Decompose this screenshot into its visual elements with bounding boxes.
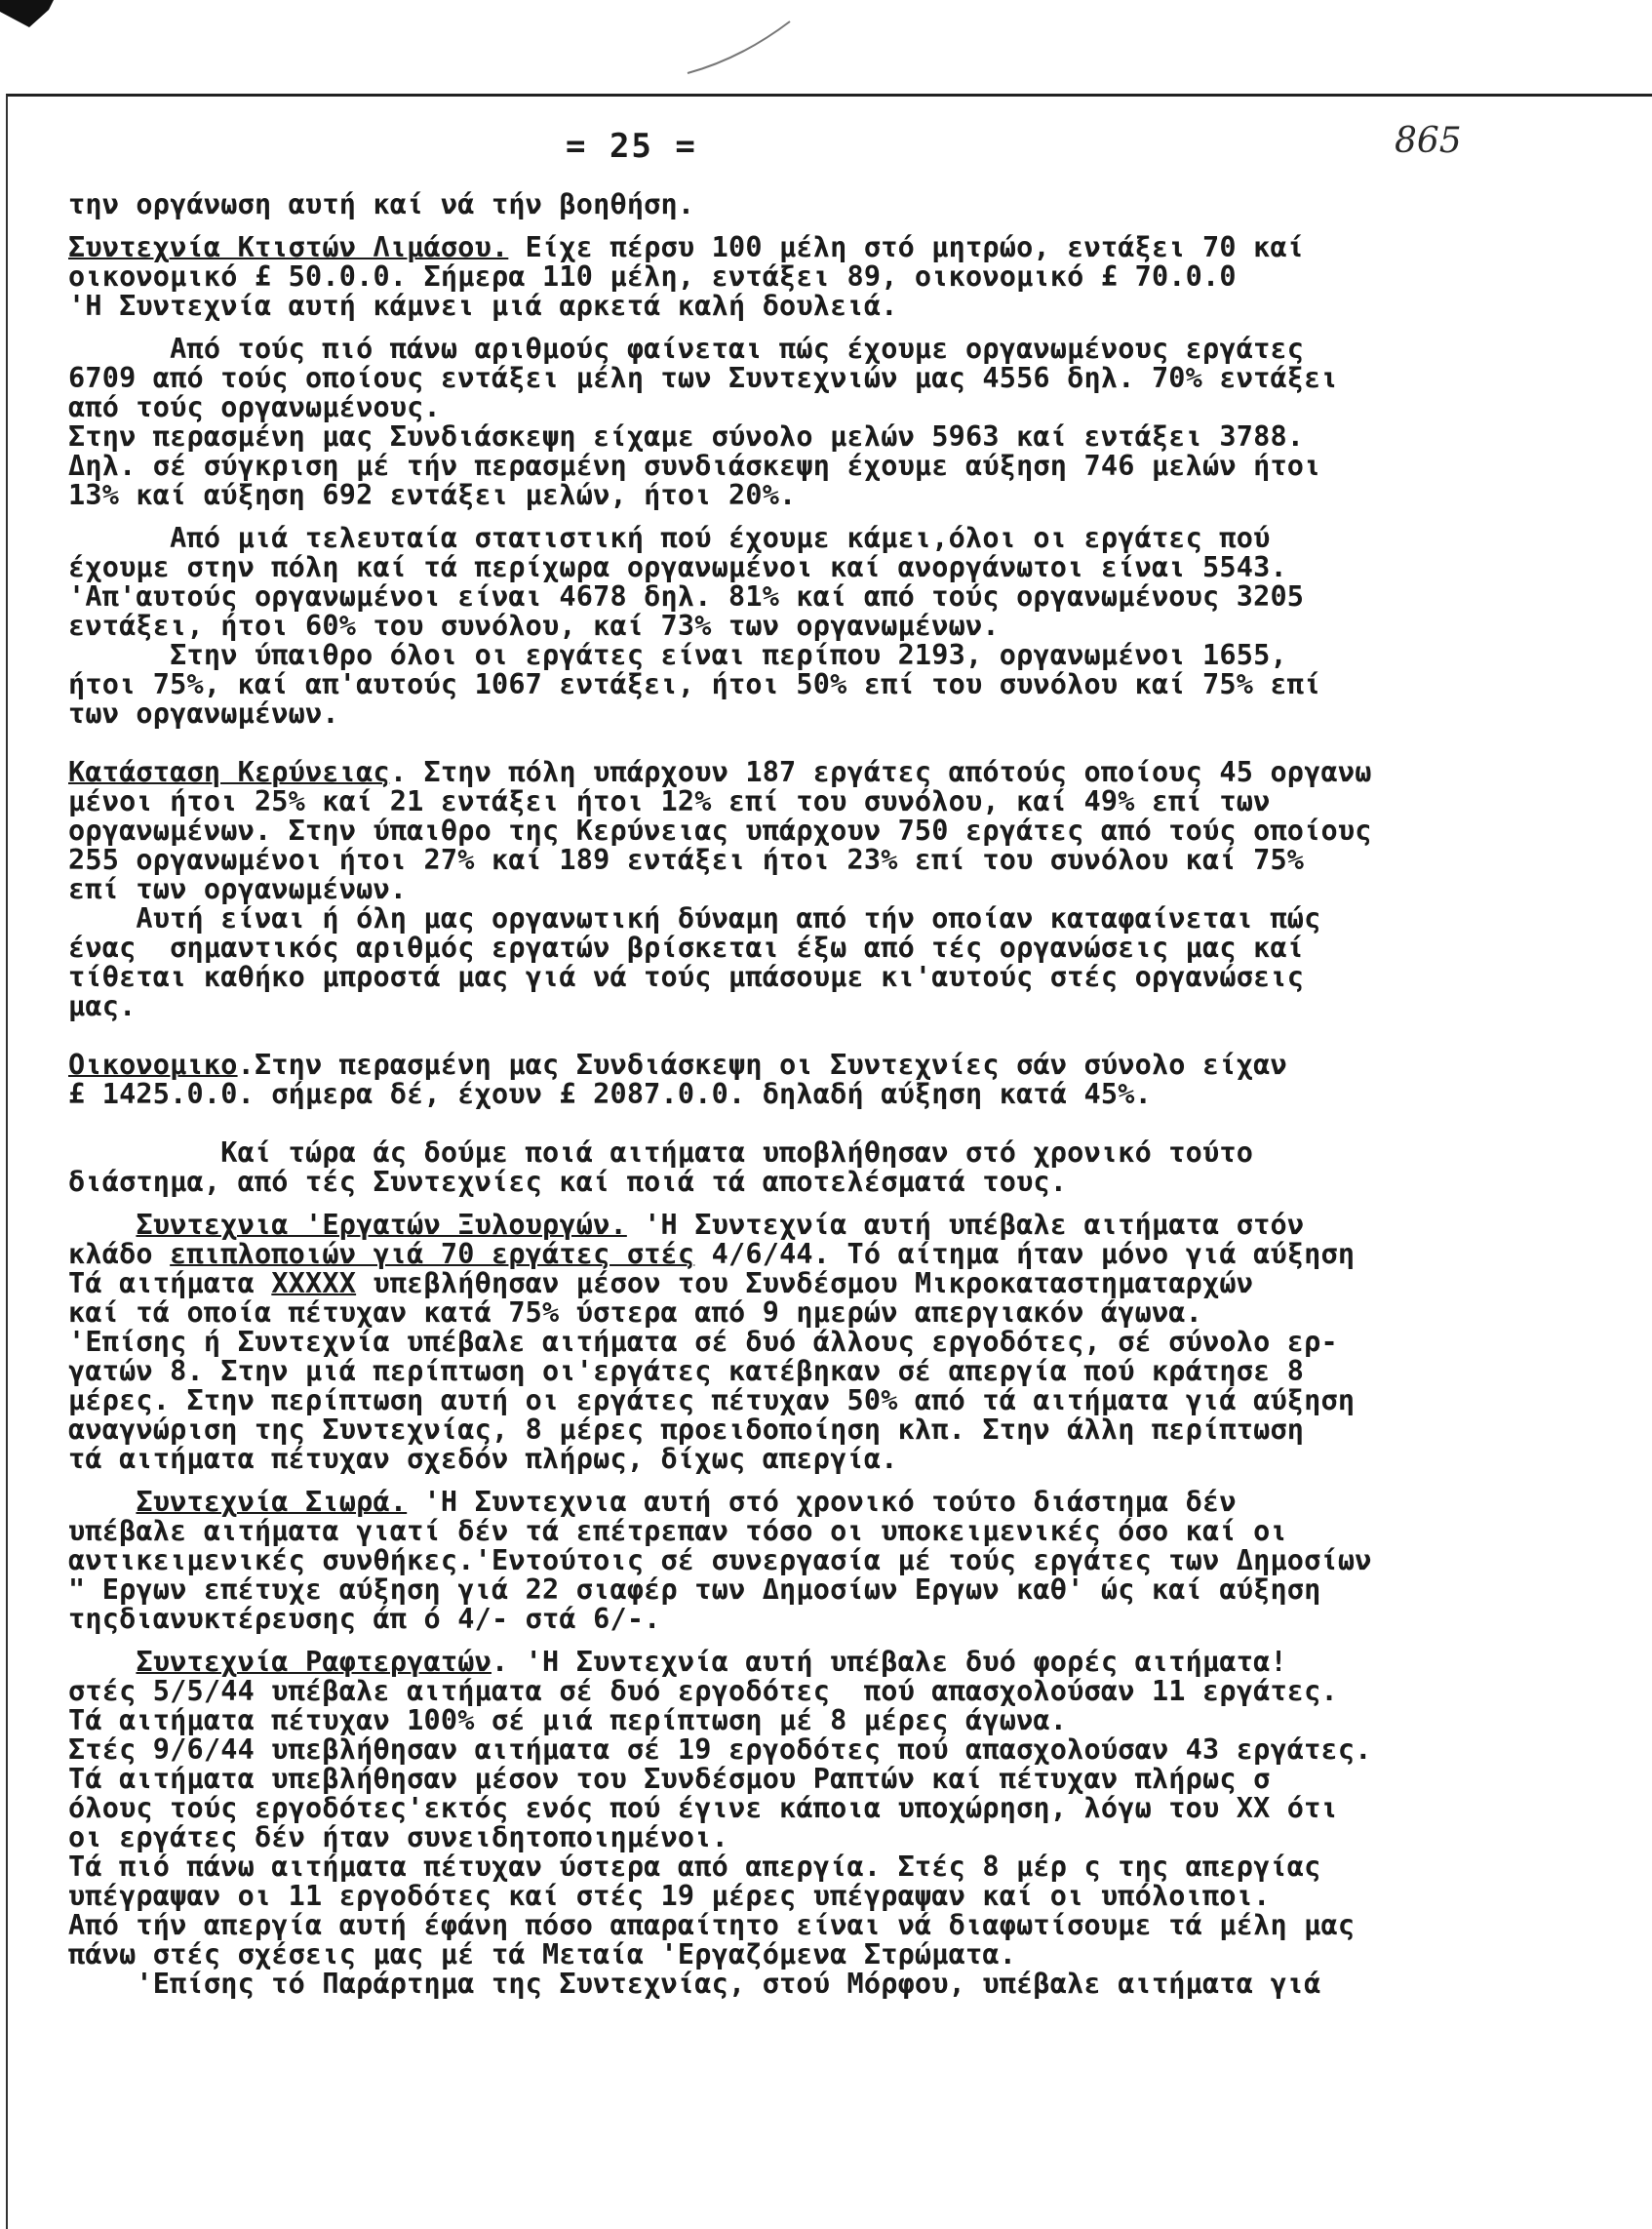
text-line [68,963,1609,992]
text-line [68,1517,1609,1546]
text-segment: 255 οργανωμένοι ήτοι 27% καί 189 εντάξει ήτοι 23% επί του συνόλου καί 75% [68,846,1305,875]
text-segment: ένας σημαντικός αριθμός εργατών βρίσκεται έξω από τές οργανώσεις μας καί [68,934,1305,963]
section-heading: Συντεχνία Κτιστών Λιμάσου. [68,233,509,262]
text-segment: 'Επίσης τό Παράρτημα της Συντεχνίας, στού Μόρφου, υπέβαλε αιτήματα γιά [68,1970,1321,1999]
text-segment: .Στην περασμένη μας Συνδιάσκεψη οι Συντεχνίες σάν σύνολο είχαν [237,1051,1287,1080]
text-line [68,670,1609,699]
text-line [68,262,1609,292]
text-line [68,1269,1609,1298]
handwritten-page-number: 865 [1395,121,1462,161]
text-line [68,1735,1609,1765]
text-line [68,422,1609,452]
text-line [68,1546,1609,1575]
text-line [68,1677,1609,1706]
text-line [68,875,1609,904]
text-line [68,190,1609,219]
paragraph-gap [68,1474,1609,1488]
text-segment: 4/6/44. Τό αίτημα ήταν μόνο γιά αύξηση [694,1240,1356,1269]
page-number: = 25 = [566,127,697,166]
text-segment: υπεβλήθησαν μέσον του Συνδέσμου Μικροκαταστηματαρχών [356,1269,1254,1298]
text-segment: 'Η Συντεχνία αυτή υπέβαλε αιτήματα στόν [626,1211,1305,1240]
text-line [68,1852,1609,1882]
pen-scribble [683,20,800,82]
text-line [68,699,1609,729]
text-line [68,1240,1609,1269]
text-line [68,1080,1609,1109]
text-line [68,816,1609,846]
text-segment: οργανωμένων. Στην ύπαιθρο της Κερύνειας υπάρχουν 750 εργάτες από τούς οποίους [68,816,1372,846]
text-segment: την οργάνωση αυτή καί νά τήν βοηθήση. [68,190,695,219]
text-segment: έχουμε στην πόλη καί τά περίχωρα οργανωμένοι καί ανοργάνωτοι είναι 5543. [68,553,1287,582]
section-heading: Οικονομικο [68,1051,238,1080]
section-heading: ΧΧΧΧΧ [271,1269,357,1298]
text-line [68,335,1609,364]
text-line [68,364,1609,393]
text-line [68,1298,1609,1328]
text-line [68,1415,1609,1445]
text-line [68,1765,1609,1794]
text-segment: 'Η Συντεχνια αυτή στό χρονικό τούτο διάστημα δέν [407,1488,1237,1517]
text-segment: επί των οργανωμένων. [68,875,408,904]
text-segment: διάστημα, από τές Συντεχνίες καί ποιά τά αποτελέσματά τους. [68,1168,1068,1197]
text-line [68,846,1609,875]
paragraph-gap [68,219,1609,233]
text-line [68,1488,1609,1517]
text-segment: γατών 8. Στην μιά περίπτωση οι'εργάτες κατέβηκαν σέ απεργία πού κράτησε 8 [68,1357,1305,1386]
text-line [68,992,1609,1021]
text-segment: Τά αιτήματα [68,1269,272,1298]
paragraph-gap [68,510,1609,524]
text-segment: Τά αιτήματα υπεβλήθησαν μέσον του Συνδέσμου Ραπτών καί πέτυχαν πλήρως σ [68,1765,1271,1794]
text-segment: μας. [68,992,137,1021]
text-line [68,1648,1609,1677]
text-segment: τίθεται καθήκο μπροστά μας γιά νά τούς μπάσουμε κι'αυτούς στές οργανώσεις [68,963,1305,992]
paragraph-gap [68,1109,1609,1138]
text-segment [68,1488,136,1517]
text-segment: 6709 από τούς οποίους εντάξει μέλη των Συντεχνιών μας 4556 δηλ. 70% εντάξει [68,364,1338,393]
text-segment: Αυτή είναι ή όλη μας οργανωτική δύναμη από τήν οποίαν καταφαίνεται πώς [68,904,1321,934]
paragraph-gap [68,1197,1609,1211]
text-segment: ήτοι 75%, καί απ'αυτούς 1067 εντάξει, ήτοι 50% επί του συνόλου καί 75% επί [68,670,1321,699]
text-line [68,233,1609,262]
text-line [68,1328,1609,1357]
text-line [68,292,1609,321]
text-line [68,1445,1609,1474]
text-segment: υπέγραψαν οι 11 εργοδότες καί στές 19 μέρες υπέγραψαν καί οι υπόλοιποι. [68,1882,1271,1911]
section-heading: Συντεχνία Ραφτεργατών [136,1648,492,1677]
text-segment: από τούς οργανωμένους. [68,393,441,422]
section-heading: Συντεχνία Σιωρά. [136,1488,408,1517]
text-line [68,612,1609,641]
text-line [68,553,1609,582]
text-line [68,1706,1609,1735]
text-segment: εντάξει, ήτοι 60% του συνόλου, καί 73% των οργανωμένων. [68,612,1000,641]
text-line [68,393,1609,422]
text-line [68,1051,1609,1080]
text-line [68,1575,1609,1605]
text-segment: υπέβαλε αιτήματα γιατί δέν τά επέτρεπαν τόσο οι υποκειμενικές όσο καί οι [68,1517,1287,1546]
text-line [68,481,1609,510]
text-line [68,1605,1609,1634]
text-segment: μέρες. Στην περίπτωση αυτή οι εργάτες πέτυχαν 50% από τά αιτήματα γιά αύξηση [68,1386,1356,1415]
text-segment: 'Η Συντεχνία αυτή κάμνει μιά αρκετά καλή δουλειά. [68,292,898,321]
section-heading: Συντεχνια 'Εργατών Ξυλουργών. [136,1211,627,1240]
text-segment: καί τά οποία πέτυχαν κατά 75% ύστερα από 9 ημερών απεργιακόν άγωνα. [68,1298,1203,1328]
text-segment: Από τούς πιό πάνω αριθμούς φαίνεται πώς έχουμε οργανωμένους εργάτες [68,335,1305,364]
text-segment: οι εργάτες δέν ήταν συνειδητοποιημένοι. [68,1823,728,1852]
paragraph-gap [68,729,1609,758]
text-segment: Είχε πέρσυ 100 μέλη στό μητρώο, εντάξει 70 καί [508,233,1305,262]
paragraph-gap [68,1021,1609,1051]
text-segment [68,1648,136,1677]
paragraph-gap [68,321,1609,335]
text-segment: αναγνώριση της Συντεχνίας, 8 μέρες προειδοποίηση κλπ. Στην άλλη περίπτωση [68,1415,1305,1445]
text-line [68,787,1609,816]
text-line [68,1970,1609,1999]
text-segment: στές 5/5/44 υπέβαλε αιτήματα σέ δυό εργοδότες πού απασχολούσαν 11 εργάτες. [68,1677,1338,1706]
page-header [0,121,1652,166]
text-segment: οικονομικό £ 50.0.0. Σήμερα 110 μέλη, εντάξει 89, οικονομικό £ 70.0.0 [68,262,1237,292]
text-segment: 13% καί αύξηση 692 εντάξει μελών, ήτοι 20%. [68,481,797,510]
scan-corner-mark [0,0,59,29]
text-segment: Στές 9/6/44 υπεβλήθησαν αιτήματα σέ 19 εργοδότες πού απασχολούσαν 43 εργάτες. [68,1735,1372,1765]
text-line [68,1823,1609,1852]
text-line [68,1882,1609,1911]
text-segment: κλάδο [68,1240,171,1269]
text-line [68,1386,1609,1415]
text-line [68,641,1609,670]
section-heading: επιπλοποιών γιά 70 εργάτες στές [170,1240,695,1269]
text-line [68,758,1609,787]
text-segment: £ 1425.0.0. σήμερα δέ, έχουν £ 2087.0.0. δηλαδή αύξηση κατά 45%. [68,1080,1152,1109]
text-segment: μένοι ήτοι 25% καί 21 εντάξει ήτοι 12% επί του συνόλου, καί 49% επί των [68,787,1271,816]
text-line [68,904,1609,934]
text-segment: αντικειμενικές συνθήκες.'Εντούτοις σέ συνεργασία μέ τούς εργάτες των Δημοσίων [68,1546,1372,1575]
text-segment: Στην ύπαιθρο όλοι οι εργάτες είναι περίπου 2193, οργανωμένοι 1655, [68,641,1287,670]
text-line [68,1211,1609,1240]
text-line [68,582,1609,612]
text-line [68,1911,1609,1940]
text-segment: όλους τούς εργοδότες'εκτός ενός πού έγινε κάποια υποχώρηση, λόγω του ΧΧ ότι [68,1794,1338,1823]
text-line [68,1794,1609,1823]
text-segment: Τά αιτήματα πέτυχαν 100% σέ μιά περίπτωση μέ 8 μέρες άγωνα. [68,1706,1068,1735]
text-line [68,524,1609,553]
text-segment: Δηλ. σέ σύγκριση μέ τήν περασμένη συνδιάσκεψη έχουμε αύξηση 746 μελών ήτοι [68,452,1321,481]
text-segment: Από μιά τελευταία στατιστική πού έχουμε κάμει,όλοι οι εργάτες πού [68,524,1271,553]
text-segment: Τά πιό πάνω αιτήματα πέτυχαν ύστερα από απεργία. Στές 8 μέρ ς της απεργίας [68,1852,1321,1882]
text-segment: Στην περασμένη μας Συνδιάσκεψη είχαμε σύνολο μελών 5963 καί εντάξει 3788. [68,422,1305,452]
document-body [68,190,1609,1999]
section-heading: Κατάσταση Κερύνειας [68,758,390,787]
text-line [68,1168,1609,1197]
text-line [68,934,1609,963]
text-segment: . 'Η Συντεχνία αυτή υπέβαλε δυό φορές αιτήματα! [491,1648,1287,1677]
paragraph-gap [68,1634,1609,1648]
text-line [68,1357,1609,1386]
text-segment: . Στην πόλη υπάρχουν 187 εργάτες απότούς οποίους 45 οργανω [389,758,1372,787]
text-segment: τά αιτήματα πέτυχαν σχεδόν πλήρως, δίχως απεργία. [68,1445,898,1474]
text-line [68,1940,1609,1970]
text-line [68,452,1609,481]
text-segment: Από τήν απεργία αυτή έφάνη πόσο απαραίτητο είναι νά διαφωτίσουμε τά μέλη μας [68,1911,1356,1940]
text-segment [68,1211,136,1240]
text-segment: πάνω στές σχέσεις μας μέ τά Μεταία 'Εργαζόμενα Στρώματα. [68,1940,1017,1970]
text-segment: των οργανωμένων. [68,699,339,729]
text-segment: 'Επίσης ή Συντεχνία υπέβαλε αιτήματα σέ δυό άλλους εργοδότες, σέ σύνολο ερ- [68,1328,1338,1357]
text-segment: Καί τώρα άς δούμε ποιά αιτήματα υποβλήθησαν στό χρονικό τούτο [68,1138,1254,1168]
text-segment: 'Απ'αυτούς οργανωμένοι είναι 4678 δηλ. 81% καί από τούς οργανωμένους 3205 [68,582,1305,612]
text-segment: " Εργων επέτυχε αύξηση γιά 22 σιαφέρ των Δημοσίων Εργων καθ' ώς καί αύξηση [68,1575,1321,1605]
text-line [68,1138,1609,1168]
text-segment: τηςδιανυκτέρευσης άπ ό 4/- στά 6/-. [68,1605,661,1634]
